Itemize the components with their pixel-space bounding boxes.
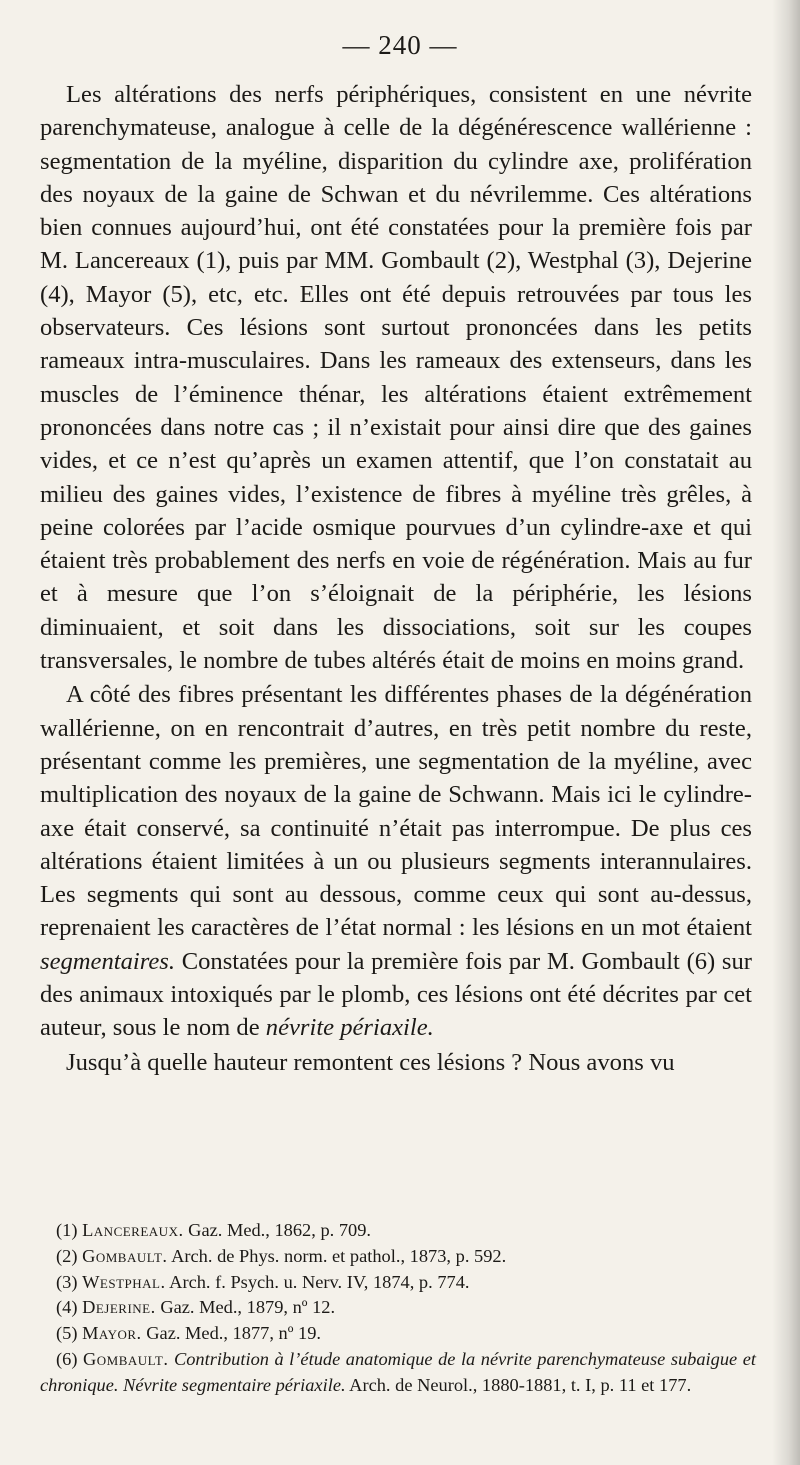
paragraph-1 (40, 78, 752, 677)
footnote-title: Contribution à l’étude anatomique de la névrite parenchymateuse subaigue et chronique. Névrite segmentaire périaxile. (40, 1348, 756, 1395)
footnote-number: (6) (56, 1348, 78, 1369)
footnote-text: Gaz. Med., 1862, p. 709. (183, 1220, 372, 1240)
footnote-text: Arch. de Phys. norm. et pathol., 1873, p. 592. (167, 1245, 507, 1266)
footnote-number: (4) (56, 1297, 78, 1318)
footnote-author: Westphal. (82, 1271, 166, 1292)
footnote-2 (40, 1244, 756, 1270)
paragraph-text: Jusqu’à quelle hauteur remontent ces lésions ? Nous avons vu (66, 1048, 675, 1076)
footnote-author: Dejerine. (82, 1297, 156, 1318)
footnote-text: Gaz. Med., 1879, nº 12. (155, 1297, 336, 1318)
footnote-6 (40, 1347, 756, 1399)
footnote-author: Gombault. (82, 1245, 168, 1266)
footnote-5 (40, 1321, 756, 1347)
italic-term: segmentaires. (40, 947, 176, 975)
paragraph-text: Les altérations des nerfs périphériques, consistent en une névrite parenchymateuse, analogue à celle de la dégénérescence wallérienne : segmentation de la myéline, disparition du cylindre axe, prolifération des noyaux de la gaine de Schwan et du névrilemme. Ces altérations bien connues aujourd’hui, ont été constatées pour la première fois par M. Lancereaux (1), puis par MM. Gombault (2), Westphal (3), Dejerine (4), Mayor (5), etc, etc. Elles ont été depuis retrouvées par tous les observateurs. Ces lésions sont surtout prononcées dans les petits rameaux intra-musculaires. Dans les rameaux des extenseurs, dans les muscles de l’éminence thénar, les altérations étaient extrêmement prononcées dans notre cas ; il n’existait pour ainsi dire que des gaines vides, et ce n’est qu’après un examen attentif, que l’on constatait au milieu des gaines vides, l’existence de fibres à myéline très grêles, à peine colorées par l’acide osmique pourvues d’un cylindre-axe et qui étaient très probablement des nerfs en voie de régénération. Mais au fur et à mesure que l’on s’éloignait de la périphérie, les lésions diminuaient, et soit dans les dissociations, soit sur les coupes transversales, le nombre de tubes altérés était de moins en moins grand. (40, 81, 752, 675)
footnote-author: Gombault. (82, 1348, 169, 1369)
page-edge-shadow (772, 0, 800, 1465)
footnotes (40, 1218, 756, 1399)
footnote-author: Lancereaux. (82, 1220, 184, 1240)
footnote-4 (40, 1295, 756, 1321)
paragraph-text: A côté des fibres présentant les différentes phases de la dégénération wallérienne, on en rencontrait d’autres, en très petit nombre du reste, présentant comme les premières, une segmentation de la myéline, avec multiplication des noyaux de la gaine de Schwann. Mais ici le cylindre-axe était conservé, sa continuité n’était pas interrompue. De plus ces altérations étaient limitées à un ou plusieurs segments interannulaires. Les segments qui sont au dessous, comme ceux qui sont au-dessus, reprenaient les caractères de l’état normal : les lésions en un mot étaient (40, 681, 752, 942)
footnote-number: (1) (56, 1220, 78, 1240)
footnote-author: Mayor. (82, 1323, 142, 1344)
footnote-3 (40, 1270, 756, 1296)
footnote-text: Arch. de Neurol., 1880-1881, t. I, p. 11 et 177. (345, 1374, 692, 1395)
italic-term: névrite périaxile. (265, 1014, 434, 1042)
footnote-1 (40, 1218, 756, 1244)
footnote-number: (5) (56, 1323, 78, 1344)
page-number: — 240 — (342, 30, 458, 60)
paragraph-3 (40, 1046, 752, 1079)
paragraph-text: Constatées pour la première fois par M. Gombault (6) sur des animaux intoxiqués par le plomb, ces lésions ont été décrites par cet auteur, sous le nom de (40, 947, 752, 1042)
body-text (40, 78, 752, 1079)
footnote-text: Gaz. Med., 1877, nº 19. (141, 1323, 322, 1344)
paragraph-2 (40, 678, 752, 1044)
footnote-number: (2) (56, 1245, 78, 1266)
footnote-number: (3) (56, 1271, 78, 1292)
footnote-text: Arch. f. Psych. u. Nerv. IV, 1874, p. 774. (165, 1271, 470, 1292)
